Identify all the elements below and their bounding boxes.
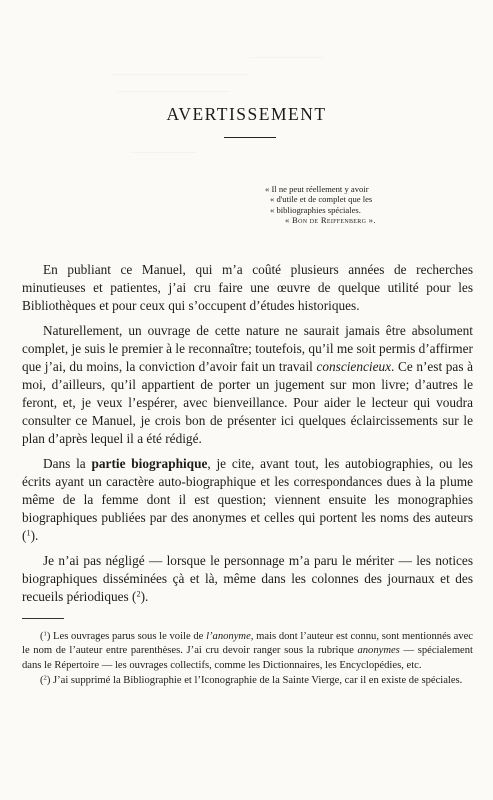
footnote-text: , mais dont l’auteur est connu, sont mentionnés avec le nom de l’auteur entre parenthèses. J’ai cru devoir ranger sous la rubrique	[22, 631, 473, 657]
footnote-text: anonymes	[357, 645, 400, 657]
paragraph-text: consciencieux	[316, 359, 392, 374]
show-through-texture: ‾‾‾‾‾‾‾‾‾‾‾‾‾‾‾‾‾‾‾‾‾‾ ‾‾‾‾‾‾‾‾‾‾‾‾‾‾‾‾‾‾‾‾‾‾‾‾‾‾‾‾‾‾‾‾‾‾‾‾‾‾‾‾‾‾ ‾‾‾‾‾‾‾‾‾‾‾‾‾‾‾‾‾‾‾‾‾‾‾‾‾‾‾‾‾‾‾‾‾‾ ‾‾‾‾‾‾‾‾‾‾‾‾‾‾‾‾‾‾‾‾	[110, 58, 324, 164]
footnote	[22, 630, 473, 673]
paragraph-text: ).	[30, 528, 39, 543]
paragraph	[22, 455, 473, 545]
footnote-text: — spécialement dans le Répertoire — les ouvrages collectifs, comme les Dictionnaires, les Encyclopédies, etc.	[22, 645, 474, 671]
paragraph-text: 1	[26, 528, 31, 538]
epigraph-signature: « Bon de Reiffenberg ».	[285, 215, 376, 226]
footnote-text: 1	[43, 630, 47, 638]
epigraph-line: « Il ne peut réellement y avoir	[265, 184, 369, 194]
footnote-rule	[22, 618, 64, 619]
paragraph-text: , je cite, avant tout, les autobiographies, ou les écrits ayant un caractère auto-biographique et les correspondances dues à la plume même de la femme dont il est question; viennent ensuite les monographies biographiques publiées par des anonymes et celles qui portent les noms des auteurs (	[22, 456, 473, 543]
paragraph-text: 2	[136, 589, 141, 599]
footnote-text: 2	[43, 674, 47, 682]
epigraph-line: « bibliographies spéciales.	[270, 204, 361, 215]
footnotes	[22, 630, 473, 689]
page-title: AVERTISSEMENT	[166, 104, 327, 124]
epigraph-line: « d'utile et de complet que les	[270, 194, 373, 205]
footnote-text: ) J’ai supprimé la Bibliographie et l’Iconographie de la Sainte Vierge, car il en existe de spéciales.	[46, 674, 463, 686]
paragraph	[22, 322, 473, 448]
paragraph-text: ).	[140, 589, 149, 604]
paragraph	[22, 261, 473, 315]
footnote-text: (	[40, 631, 44, 642]
title-rule	[224, 137, 276, 138]
footnote-text: (	[40, 674, 44, 686]
body-text	[22, 261, 473, 613]
footnote	[22, 674, 473, 688]
footnote-text: ) Les ouvrages parus sous le voile de	[46, 631, 207, 642]
paragraph-text: Dans la	[43, 456, 92, 471]
epigraph	[265, 184, 376, 226]
paragraph-text: Naturellement, un ouvrage de cette nature ne saurait jamais être absolument complet, je suis le premier à le reconnaître; toutefois, qu’il me soit permis d’affirmer que j’ai, du moins, la conviction d’avoir fait un travail	[22, 323, 473, 374]
paragraph-text: partie biographique	[91, 456, 208, 471]
paragraph-text: En publiant ce Manuel, qui m’a coûté plusieurs années de recherches minutieuses et patientes, j’ai cru faire une œuvre de quelque utilité pour les Bibliothèques et pour ceux qui s’occupent d’études historiques.	[22, 262, 473, 313]
paragraph-text: Je n’ai pas négligé — lorsque le personnage m’a paru le mériter — les notices biographiques disséminées çà et là, même dans les colonnes des journaux et des recueils périodiques (	[22, 553, 473, 604]
paragraph-text: . Ce n’est pas à moi, d’ailleurs, qu’il appartient de porter un jugement sur mon livre; d’autres le feront, et, je veux l’espérer, avec bienveillance. Pour aider le lecteur qui voudra consulter ce Manuel, je crois bon de présenter ici quelques éclaircissements sur le plan d’après lequel il a été rédigé.	[22, 359, 473, 446]
paragraph	[22, 552, 473, 606]
footnote-text: l’anonyme	[206, 631, 251, 642]
